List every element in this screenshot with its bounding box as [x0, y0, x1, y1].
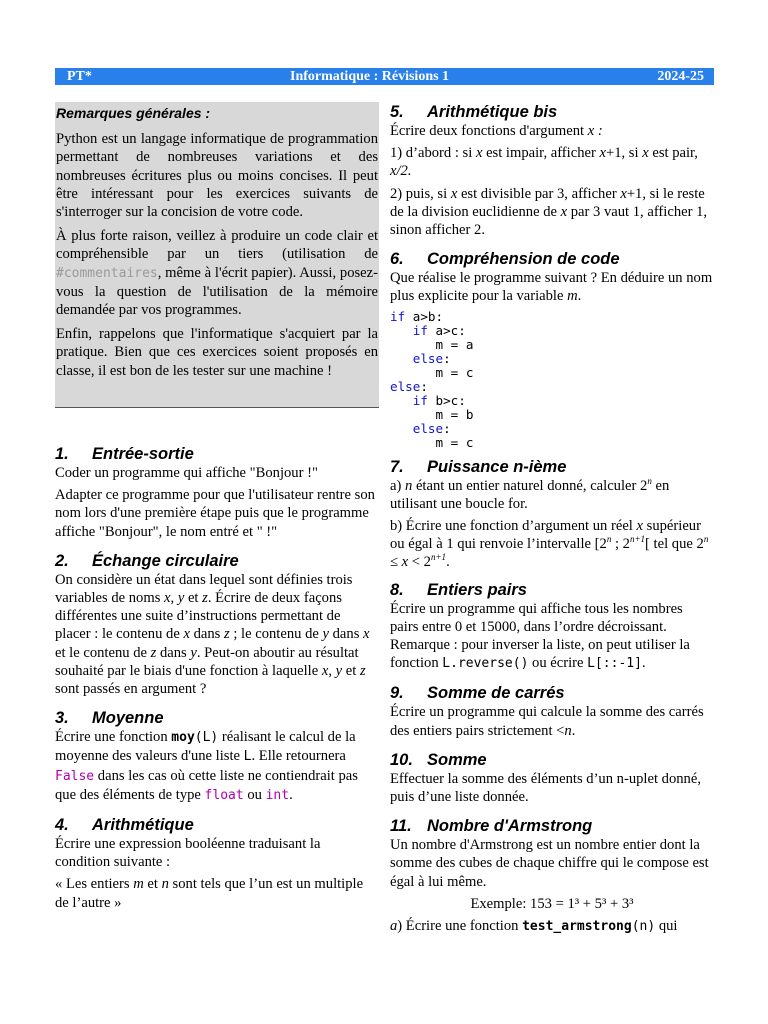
section-10-title: 10. Somme	[390, 750, 487, 769]
code-line: else:	[412, 421, 451, 437]
section-5-title: 5. Arithmétique bis	[390, 103, 558, 121]
section-6-text: Que réalise le programme suivant ? En déduire un nom plus explicite pour la variable m.	[390, 270, 713, 305]
section-11-text-1: Un nombre d'Armstrong est un nombre entier dont la somme des cubes de chaque chiffre qui le compose est égal à lui même.	[390, 837, 709, 890]
section-4-text-1: Écrire une expression booléenne traduisant la condition suivante :	[55, 836, 321, 871]
section-9-title: 9. Somme de carrés	[390, 684, 565, 703]
section-11-title: 11. Nombre d'Armstrong	[390, 817, 593, 836]
section-2	[55, 551, 379, 698]
remarks-paragraph-2: À plus forte raison, veillez à produire un code clair et compréhensible par un tiers (utilisation de #commentaires, même à l'écrit papier). Aussi, posez-vous la question de l'utilisation de la mémoire demandée par vos programmes.	[56, 228, 378, 319]
section-11-text-2: a) Écrire une fonction test_armstrong(n) qui	[390, 918, 678, 935]
section-1-title: 1. Entrée-sortie	[55, 445, 194, 463]
section-10	[390, 750, 714, 806]
header-class: PT*	[67, 69, 92, 84]
code-line: if a>b:	[390, 308, 444, 324]
section-5	[390, 102, 714, 239]
remarks-box	[55, 102, 379, 408]
code-line: if b>c:	[412, 393, 466, 409]
code-line: m = c	[435, 435, 474, 451]
remarks-paragraph-3: Enfin, rappelons que l'informatique s'acquiert par la pratique. Bien que ces exercices soient proposés en classe, il est bon de les tester sur une machine !	[56, 326, 378, 379]
remarks-title: Remarques générales :	[56, 105, 211, 121]
section-4-text-2: « Les entiers m et n sont tels que l’un est un multiple de l’autre »	[55, 876, 364, 911]
section-5-text-3: 2) puis, si x est divisible par 3, afficher x+1, si le reste de la division euclidienne de x par 3 vaut 1, afficher 1, sinon afficher 2.	[390, 185, 708, 239]
code-line: else:	[390, 379, 428, 395]
section-7	[390, 457, 714, 572]
section-1-text-1: Coder un programme qui affiche "Bonjour !"	[55, 465, 318, 481]
right-column	[390, 102, 714, 936]
section-9-text: Écrire un programme qui calcule la somme des carrés des entiers pairs strictement <n.	[390, 704, 704, 739]
section-11	[390, 816, 714, 936]
section-1	[55, 444, 379, 541]
code-line: m = b	[435, 407, 474, 423]
code-line: if a>c:	[412, 322, 466, 338]
section-6	[390, 249, 714, 450]
section-3-text: Écrire une fonction moy(L) réalisant le calcul de la moyenne des valeurs d'une liste L. Elle retournera False dans les cas où cette liste ne contiendrait pas que des éléments de type float ou int.	[55, 729, 358, 803]
section-2-title: 2. Échange circulaire	[55, 551, 239, 570]
section-6-title: 6. Compréhension de code	[390, 250, 620, 269]
section-11-example: Exemple: 153 = 1³ + 5³ + 3³	[470, 895, 634, 912]
code-line: m = c	[435, 365, 474, 380]
page-header	[55, 68, 714, 85]
section-5-text-1: Écrire deux fonctions d'argument x :	[390, 123, 603, 139]
code-line: m = a	[435, 336, 474, 352]
header-title: Informatique : Révisions 1	[290, 69, 450, 84]
code-line: else:	[412, 350, 451, 366]
section-1-text-2: Adapter ce programme pour que l'utilisateur rentre son nom lors d'une première étape puis que le programme affiche "Bonjour", le nom entré et " !"	[55, 487, 375, 540]
section-4-title: 4. Arithmétique	[55, 816, 194, 835]
section-7-title: 7. Puissance n-ième	[390, 457, 567, 476]
section-8-text: Écrire un programme qui affiche tous les nombres pairs entre 0 et 15000, dans l’ordre décroissant. Remarque : pour inverser la liste, on peut utiliser la fonction L.reverse() ou écrire L[::-1].	[390, 600, 690, 672]
section-8-title: 8. Entiers pairs	[390, 580, 527, 599]
section-3-title: 3. Moyenne	[55, 709, 164, 728]
header-year: 2024-25	[657, 69, 704, 84]
section-4	[55, 815, 379, 912]
section-5-text-2: 1) d’abord : si x est impair, afficher x+1, si x est pair, x/2.	[390, 145, 698, 180]
section-9	[390, 683, 714, 739]
section-7-text-1: a) n étant un entier naturel donné, calculer 2$^n$ en utilisant une boucle for.	[390, 475, 670, 512]
section-2-text: On considère un état dans lequel sont définies trois variables de noms x, y et z. Écrire de deux façons différentes une suite d’instructions permettant de placer : le contenu de x dans z ; le contenu de y dans x et le contenu de z dans y. Peut-on aboutir au résultat souhaité par le biais d'une fonction à laquelle x, y et z sont passés en argument ?	[55, 571, 370, 698]
code-block	[390, 310, 714, 451]
remarks-paragraph-1: Python est un langage informatique de programmation permettant de nombreuses variations et des nombreuses écritures plus ou moins concises. Il peut être intéressant pour les exercices suivants de s'interroger sur la concision de votre code.	[56, 131, 378, 221]
left-column	[55, 102, 379, 912]
comment-example: #commentaires	[56, 265, 158, 281]
section-8	[390, 580, 714, 674]
section-7-text-2: b) Écrire une fonction d’argument un réel x supérieur ou égal à 1 qui renvoie l’intervalle [2$^n$ ; $2^{n+1}$[ tel que $2^n \le x < 2^{n+1}$.	[390, 517, 709, 571]
section-10-text: Effectuer la somme des éléments d’un n-uplet donné, puis d’une liste donnée.	[390, 770, 701, 805]
section-3	[55, 708, 379, 805]
